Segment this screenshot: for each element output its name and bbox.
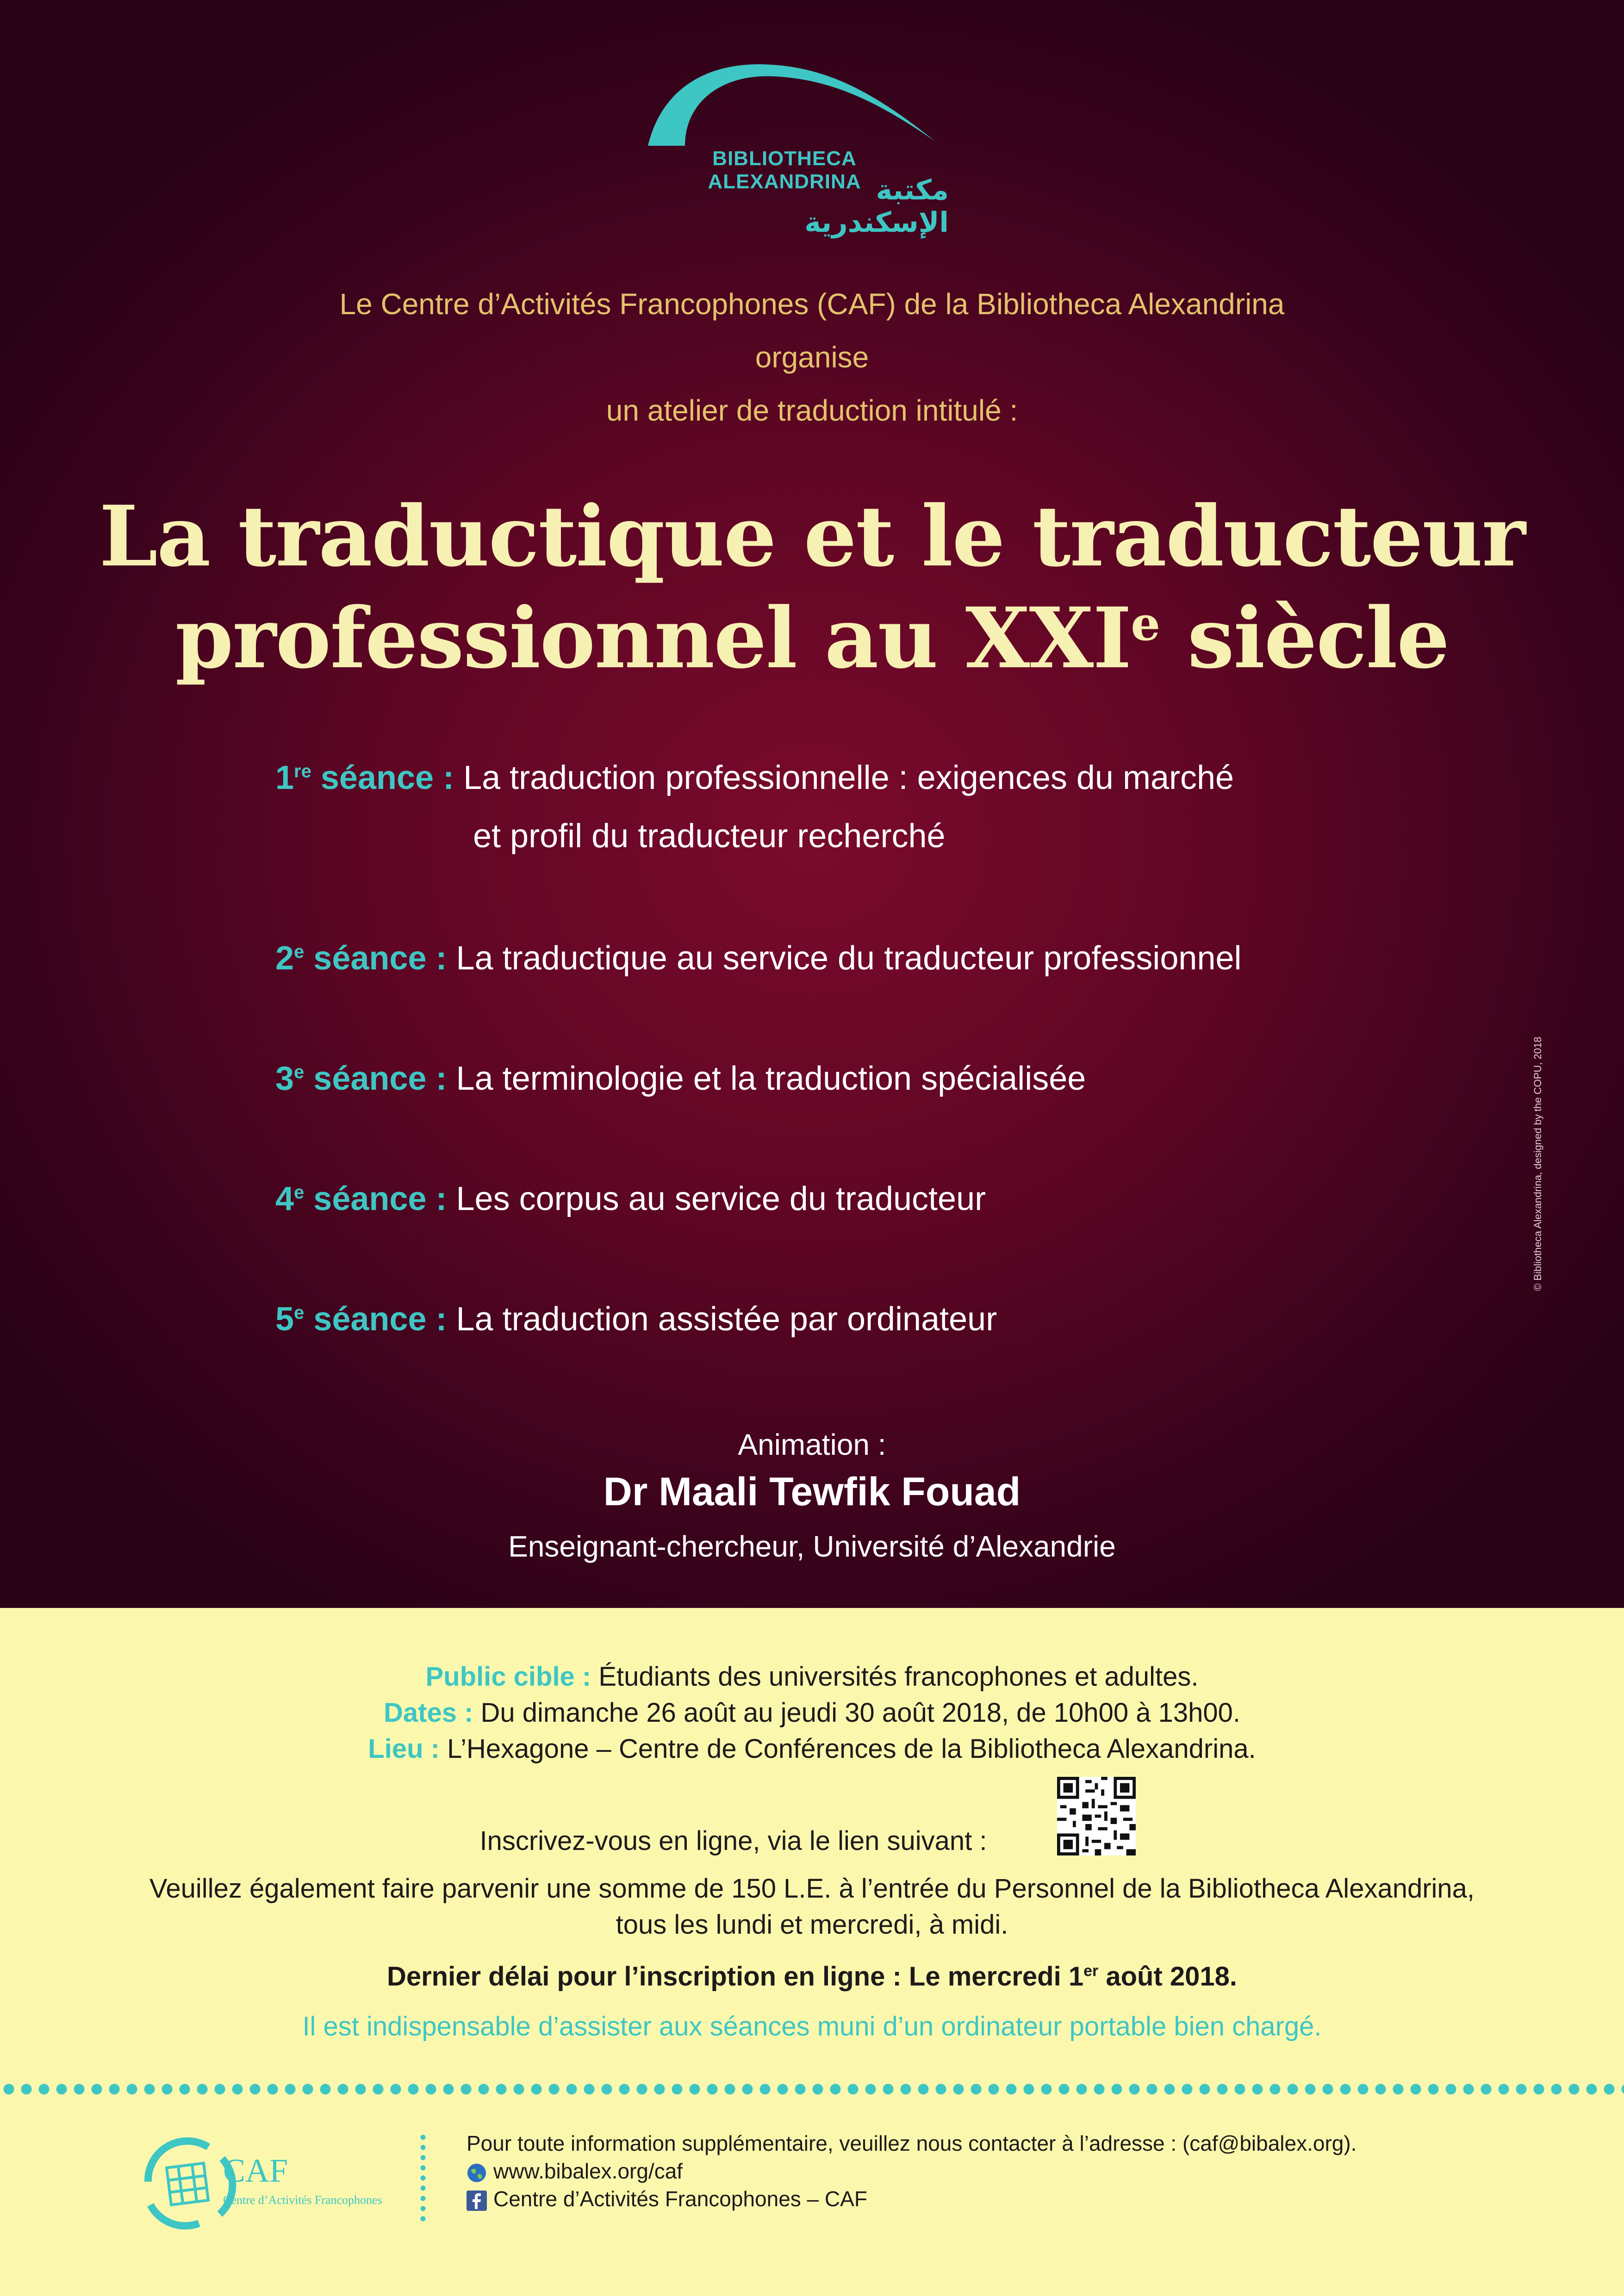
title-line-2: professionnel au XXIe siècle bbox=[175, 590, 1449, 687]
logo-name-en: BIBLIOTHECA ALEXANDRINA bbox=[708, 147, 861, 193]
bibliotheca-logo bbox=[634, 60, 1004, 239]
public-line bbox=[0, 1661, 1624, 1692]
intro-line-1: Le Centre d’Activités Francophones (CAF) de la Bibliotheca Alexandrina bbox=[339, 287, 1285, 321]
dates-text: Du dimanche 26 août au jeudi 30 août 2018, de 10h00 à 13h00. bbox=[473, 1698, 1240, 1728]
qr-code-icon[interactable] bbox=[1057, 1777, 1136, 1855]
globe-icon bbox=[467, 2163, 487, 2183]
copyright-note: © Bibliotheca Alexandrina, designed by the COPU, 2018 bbox=[1532, 1036, 1543, 1291]
dotted-separator bbox=[420, 2132, 426, 2225]
website-link[interactable]: www.bibalex.org/caf bbox=[493, 2159, 683, 2183]
presenter-name: Dr Maali Tewfik Fouad bbox=[603, 1470, 1021, 1514]
dotted-divider-bottom bbox=[0, 2082, 1624, 2096]
laptop-notice: Il est indispensable d’assister aux séances muni d’un ordinateur portable bien chargé. bbox=[302, 2011, 1322, 2042]
public-text: Étudiants des universités francophones et adultes. bbox=[591, 1662, 1199, 1692]
session-label: 3e séance : bbox=[275, 1060, 447, 1097]
session-2 bbox=[275, 939, 1242, 977]
logo-name-ar: مكتبة الإسكندرية bbox=[804, 174, 949, 239]
contact-text: Pour toute information supplémentaire, veuillez nous contacter à l’adresse : (caf@bibalex.org). bbox=[467, 2131, 1357, 2155]
intro-line-3: un atelier de traduction intitulé : bbox=[606, 394, 1018, 427]
dates-line bbox=[0, 1697, 1624, 1728]
arc-logo-icon bbox=[634, 60, 986, 148]
payment-line-1: Veuillez également faire parvenir une somme de 150 L.E. à l’entrée du Personnel de la Bibliotheca Alexandrina, bbox=[149, 1874, 1475, 1904]
session-3 bbox=[275, 1060, 1086, 1098]
session-text-continued: et profil du traducteur recherché bbox=[473, 818, 946, 855]
deadline-line: Dernier délai pour l’inscription en ligne : Le mercredi 1er août 2018. bbox=[386, 1961, 1238, 1992]
lieu-line bbox=[0, 1733, 1624, 1764]
session-1 bbox=[275, 759, 1234, 855]
session-text: Les corpus au service du traducteur bbox=[456, 1180, 986, 1217]
session-label: 5e séance : bbox=[275, 1301, 447, 1338]
session-text: La traductique au service du traducteur professionnel bbox=[456, 940, 1242, 977]
lieu-text: L’Hexagone – Centre de Conférences de la Bibliotheca Alexandrina. bbox=[439, 1734, 1256, 1764]
dates-label: Dates : bbox=[384, 1698, 473, 1728]
facebook-icon bbox=[467, 2191, 487, 2211]
session-text: La traduction assistée par ordinateur bbox=[456, 1301, 997, 1338]
caf-subtitle: Centre d’Activités Francophones bbox=[223, 2193, 382, 2207]
session-4 bbox=[275, 1180, 986, 1218]
session-label: 2e séance : bbox=[275, 940, 447, 977]
animation-label: Animation : bbox=[738, 1428, 886, 1461]
website-line[interactable] bbox=[467, 2159, 683, 2184]
inscription-text: Inscrivez-vous en ligne, via le lien suivant : bbox=[479, 1826, 987, 1856]
facebook-link[interactable]: Centre d’Activités Francophones – CAF bbox=[493, 2187, 867, 2211]
session-5 bbox=[275, 1300, 997, 1338]
public-label: Public cible : bbox=[425, 1662, 591, 1692]
payment-line-2: tous les lundi et mercredi, à midi. bbox=[616, 1910, 1008, 1940]
session-text: La terminologie et la traduction spécialisée bbox=[456, 1060, 1086, 1097]
facebook-line[interactable] bbox=[467, 2186, 867, 2211]
presenter-role: Enseignant-chercheur, Université d’Alexandrie bbox=[508, 1530, 1116, 1563]
session-text: La traduction professionnelle : exigences du marché bbox=[463, 759, 1234, 796]
caf-name: CAF bbox=[223, 2152, 288, 2189]
session-label: 1re séance : bbox=[275, 759, 454, 796]
intro-line-2: organise bbox=[755, 341, 869, 374]
title-line-1: La traductique et le traducteur bbox=[99, 488, 1525, 585]
session-label: 4e séance : bbox=[275, 1180, 447, 1217]
lieu-label: Lieu : bbox=[368, 1734, 440, 1764]
